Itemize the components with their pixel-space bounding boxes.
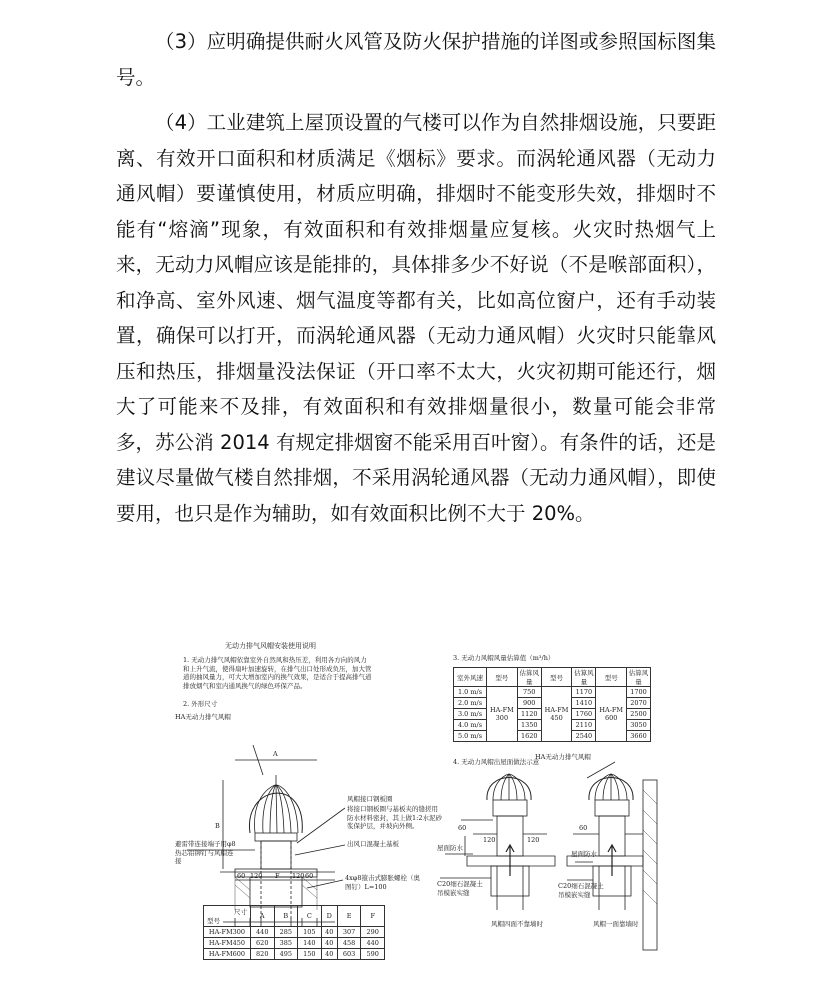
table-row: 3.0 m/s 1120 1760 2500 [454, 709, 651, 720]
caption-left: 风帽四面不靠墙时 [491, 920, 543, 928]
table-header: B [274, 906, 298, 927]
waterproof-left: 屋面防水 [437, 844, 463, 852]
figure-title: 无动力排气风帽安装使用说明 [225, 642, 316, 650]
dim-60-a: 60 [458, 824, 467, 832]
table-header: D [321, 906, 337, 927]
paragraph-4: （4）工业建筑上屋顶设置的气楼可以作为自然排烟设施，只要距离、有效开口面积和材质满足《烟标》要求。而涡轮通风器（无动力通风帽）要谨慎使用，材质应明确，排烟时不能变形失效，排烟时不能有“熔滴”现象，有效面积和有效排烟量应复核。火灾时热烟气上来，无动力风帽应该是能排的，具体排多少不好说（不是喉部面积），和净高、室外风速、烟气温度等都有关，比如高位窗户，还有手动装置，确保可以打开，而涡轮通风器（无动力通风帽）火灾时只能靠风压和热压，排烟量没法保证（开口率不太大，火灾初期可能还行，烟大了可能来不及排，有效面积和有效排烟量很小，数量可能会非常多，苏公消 2014 有规定排烟窗不能采用百叶窗）。有条件的话，还是建议尽量做气楼自然排烟，不采用涡轮通风器（无动力通风帽），即使要用，也只是作为辅助，如有效面积比例不大于 20%。 [116, 111, 716, 525]
lightning-label: 避雷带连接端子用φ8热芯铝铆钉与风帽连接 [175, 840, 236, 865]
bolt-label: 4xφ8箍击式膨胀螺栓（奥图钉）L=100 [345, 874, 420, 891]
table-row: 4.0 m/s 1350 2110 3050 [454, 720, 651, 731]
dimension-table [203, 905, 385, 960]
flange-note: 将接口钢板圈与基板夹的缝搓用防水材料密封，其上做1:2水泥砂浆保护层，并坡向外侧。 [347, 805, 442, 830]
caption-right: 风帽一面靠墙时 [593, 920, 639, 928]
dim-60-b: 60 [579, 824, 588, 832]
dim-60-left: 60 [237, 872, 246, 880]
paragraph-3: （3）应明确提供耐火风管及防火保护措施的详图或参照国标图集号。 [116, 30, 716, 89]
table-row: 5.0 m/s 1620 2540 3660 [454, 731, 651, 742]
outlet-label: 出风口混凝土基板 [347, 840, 399, 848]
table-row: HA-FM300 440 285 105 40 307 290 [204, 927, 385, 938]
table-row: 1.0 m/s HA-FM 300 750 HA-FM 450 1170 HA-FM 600 1700 [454, 687, 651, 698]
product-label: HA无动力排气风帽 [175, 713, 231, 721]
dim-120-b: 120 [527, 836, 540, 844]
body-text [116, 24, 716, 531]
table-corner: 尺寸 型号 [204, 906, 251, 927]
roof-product-label: HA无动力排气风帽 [535, 753, 591, 761]
dim-f: F [275, 872, 280, 880]
airflow-table: 室外风速 型号 估算风量 型号 估算风量 型号 估算风量 1.0 m/s HA-FM 300 750 HA-FM 450 1170 HA-FM 600 1700 2.0 m/s 900 1410 2070 3.0 m/s 1120 1760 2500 4.0 m/s 1350 2110 3050 5.0 m/s 1620 2540 3660 [453, 667, 651, 742]
figure-note-1: 1. 无动力排气风帽依靠室外自然风和热压差，利用各方向的风力和上升气流，使得扇叶加速旋转，在排气出口处形成负压，加大管道的抽风量力，可大大增加室内的换气效果，是适合于提高排气道排放烟气和室内通风换气的绿色环保产品。 [183, 656, 372, 690]
waterproof-right: 屋面防水 [571, 850, 597, 858]
table-header: A [251, 906, 275, 927]
figure-note-2: 2. 外形尺寸 [183, 700, 218, 708]
concrete-right: C20细石混凝土吊模嵌实缝 [558, 882, 604, 899]
table-header: C [298, 906, 322, 927]
table-row: HA-FM450 620 385 140 40 458 440 [204, 938, 385, 949]
airflow-table-title: 3. 无动力风帽风量估算值（m³/h） [453, 654, 555, 662]
flange-label: 风帽接口钢板圈 [347, 795, 393, 803]
table-row: HA-FM600 820 495 150 40 603 590 [204, 949, 385, 960]
dim-b-label: B [215, 822, 220, 830]
installation-figure [175, 640, 665, 990]
turbine-ventilator-left [249, 775, 302, 869]
dim-60-right: 60 [305, 872, 314, 880]
dim-120-right: 120 [292, 872, 305, 880]
concrete-left: C20细石混凝土吊模嵌实缝 [437, 880, 483, 897]
dim-120-left: 120 [250, 872, 263, 880]
table-header: F [361, 906, 385, 927]
roof-section-title: 4. 无动力风帽出屋面做法示意 [453, 758, 540, 766]
dim-120-a: 120 [483, 836, 496, 844]
table-header: E [337, 906, 361, 927]
dim-a-label: A [273, 750, 278, 758]
table-row: 2.0 m/s 900 1410 2070 [454, 698, 651, 709]
